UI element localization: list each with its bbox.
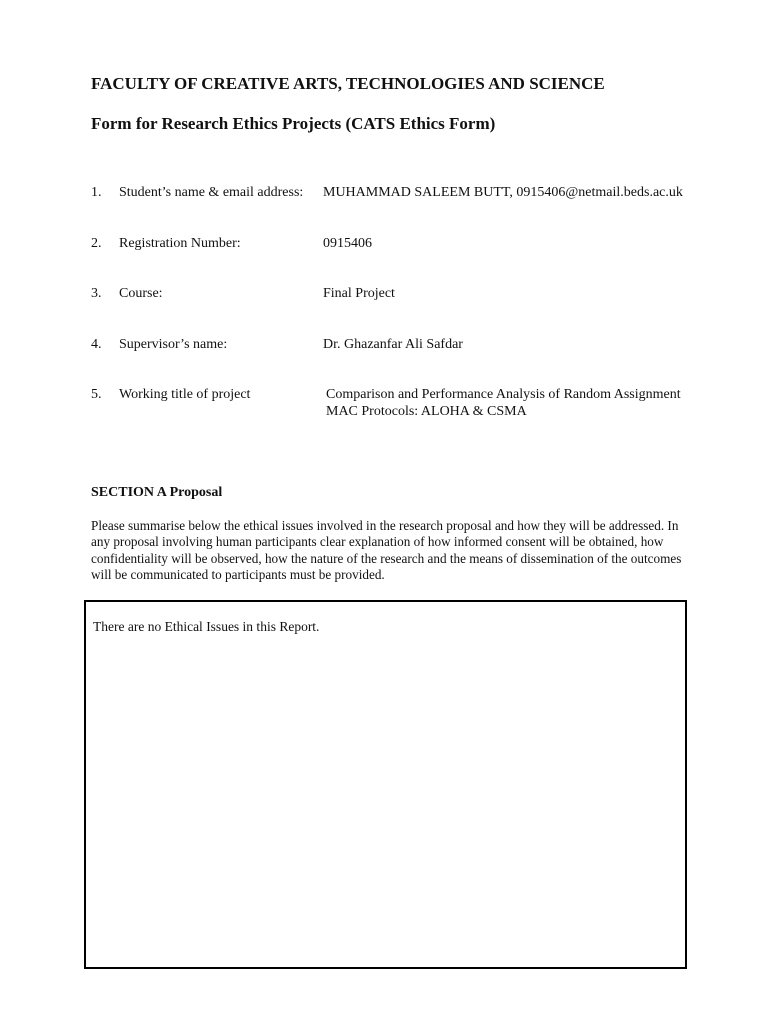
field-number: 5.: [91, 387, 102, 402]
field-number: 2.: [91, 236, 102, 251]
field-value: MUHAMMAD SALEEM BUTT, 0915406@netmail.beds.ac.uk: [323, 185, 683, 200]
field-label: Student’s name & email address:: [119, 185, 304, 200]
ethics-answer-text: There are no Ethical Issues in this Report.: [93, 619, 320, 634]
field-number: 4.: [91, 337, 102, 352]
field-number: 1.: [91, 185, 102, 200]
faculty-heading: FACULTY OF CREATIVE ARTS, TECHNOLOGIES AND SCIENCE: [91, 74, 605, 93]
field-number: 3.: [91, 286, 102, 301]
field-value: 0915406: [323, 236, 372, 251]
section-a-instructions: Please summarise below the ethical issues involved in the research proposal and how they will be addressed. In any proposal involving human participants clear explanation of how informed consent will be obtained, how confidentiality will be observed, how the nature of the research and the means of dissemination of the outcomes will be communicated to participants must be provided.: [91, 518, 682, 583]
field-value: Comparison and Performance Analysis of Random Assignment MAC Protocols: ALOHA & CSMA: [326, 387, 681, 419]
field-label: Course:: [119, 286, 163, 301]
form-title: Form for Research Ethics Projects (CATS Ethics Form): [91, 114, 496, 133]
field-label: Supervisor’s name:: [119, 337, 228, 352]
ethics-answer-box[interactable]: [84, 600, 687, 969]
field-label: Registration Number:: [119, 236, 241, 251]
field-label: Working title of project: [119, 387, 251, 402]
field-value: Dr. Ghazanfar Ali Safdar: [323, 337, 463, 352]
section-a-title: SECTION A Proposal: [91, 485, 223, 500]
field-value: Final Project: [323, 286, 395, 301]
